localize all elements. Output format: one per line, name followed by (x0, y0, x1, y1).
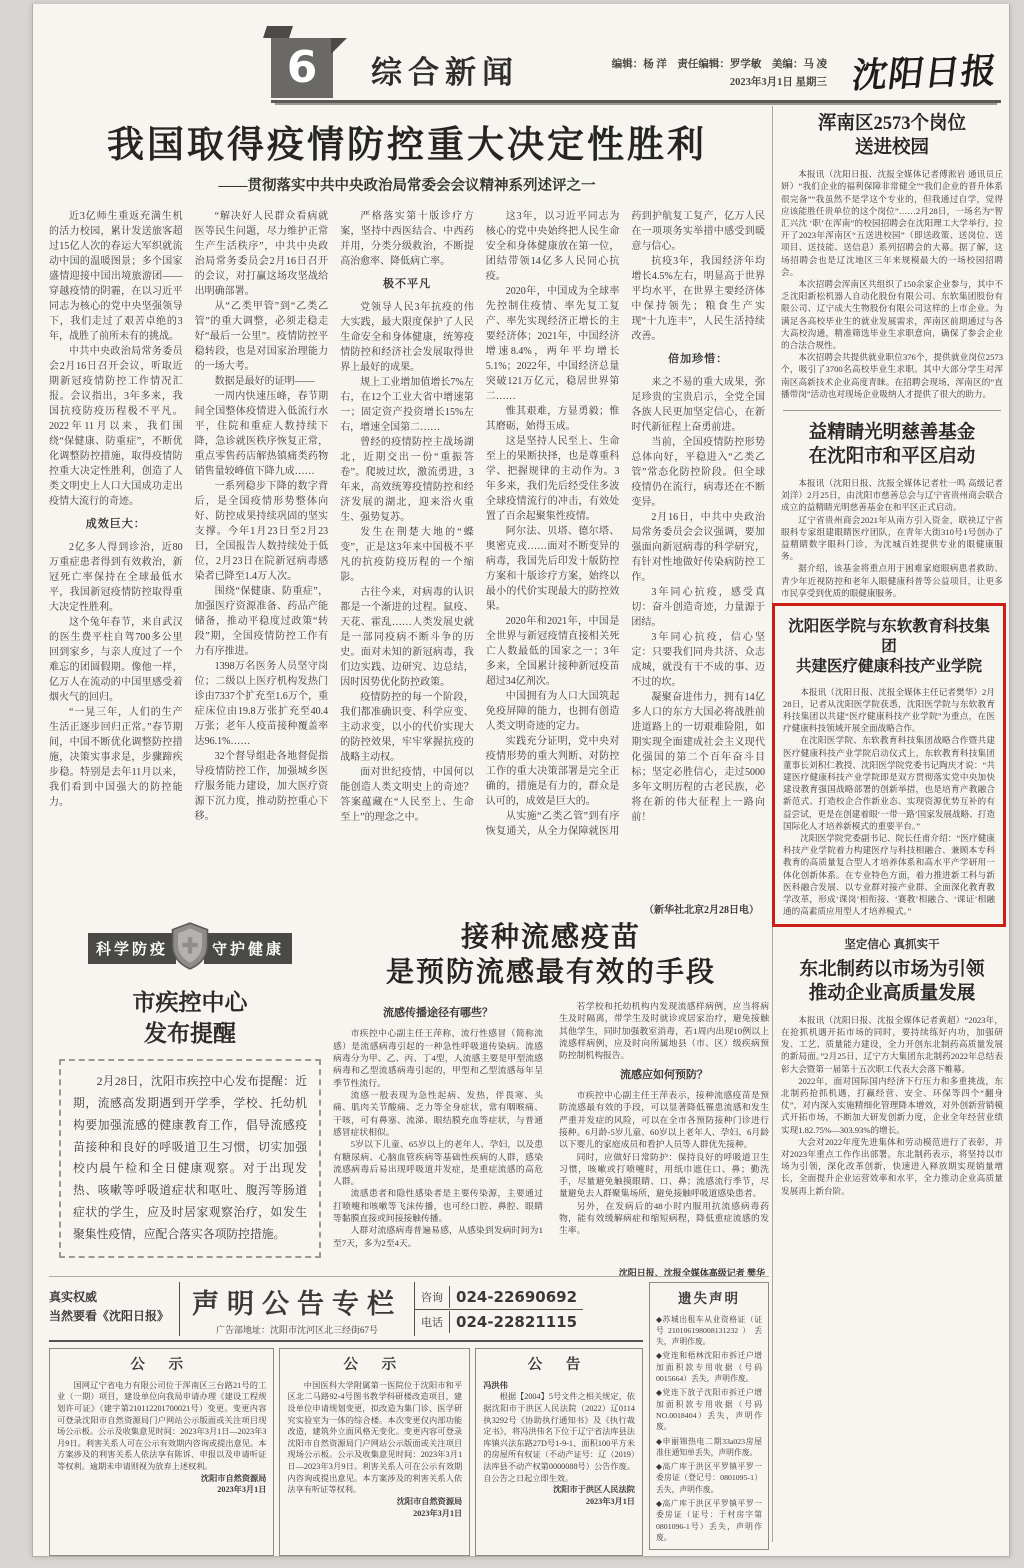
paragraph: 来之不易的重大成果，弥足珍贵的宝贵启示，全党全国各族人民更加坚定信心，在新时代新征程上奋勇前进。 (631, 376, 765, 433)
paragraph: 1398万名医务人员坚守岗位；二级以上医疗机构发热门诊由7337个扩充至1.6万个，重症床位由19.8万张扩充至40.4万张；老年人疫苗接种覆盖率达96.1%…… (194, 661, 329, 747)
lost-notice-box (649, 1282, 769, 1550)
article-title: 沈阳医学院与东软教育科技集团 共建医疗健康科技产业学院 (788, 618, 990, 676)
paragraph: “一晃三年，人们的生产生活正逐步回归正常。”春节期间，中国不断优化调整防控措施，决策实事求是，步骤蹄疾步稳。特别是去年11月以来，我们看到中国强大的防控能力。 (49, 706, 183, 808)
section-title: 综合新闻 (371, 55, 519, 90)
editors-block (612, 56, 827, 92)
cdc-reminder-body: 2月28日，沈阳市疾控中心发布提醒：近期，流感高发期遇到开学季，学校、托幼机构要加强流感的健康教育工作，倡导流感疫苗接种和良好的呼吸道卫生习惯，切实加强校内晨午检和全日健康观察。对于出现发热、咳嗽等呼吸道症状和呕吐、腹泻等肠道症状的学生，应及时居家观察治疗，如发生聚集性疫情，应配合落实各项防控措施。 (73, 1074, 307, 1241)
phone-number: 024-22821115 (456, 1312, 578, 1331)
paragraph: 流感患者和隐性感染者是主要传染源，主要通过打喷嚏和咳嗽等飞沫传播，也可经口腔、鼻腔、眼睛等黏膜直接或间接接触传播。 (333, 1188, 543, 1224)
paragraph: 2023年3月1日 (413, 1508, 463, 1518)
paragraph: 党领导人民3年抗疫的伟大实践，最大限度保护了人民生命安全和身体健康，统筹疫情防控和经济社会发展取得世界上最好的成果。 (340, 301, 474, 373)
article-title: 浑南区2573个岗位 送进校园 (817, 114, 966, 159)
notice-left (49, 1282, 643, 1556)
paragraph: 流感应如何预防？ (620, 1068, 708, 1081)
flu-article-columns (333, 1000, 769, 1262)
notice-box-title: 公 示 (130, 1357, 194, 1373)
paragraph: 疫情防控的每一个阶段，我们都准确识变、科学应变、主动求变，以小的代价实现大的防控效果，牢牢掌握抗疫的战略主动权。 (340, 691, 474, 763)
notice-box-title: 公 示 (343, 1357, 407, 1373)
newspaper-page (32, 4, 1010, 1557)
paragraph: 冯洪伟 (483, 1380, 508, 1390)
notice-box-gongshi-1 (49, 1348, 274, 1556)
paragraph: 沈阳医学院党委副书记、院长任甫介绍：“医疗健康科技产业学院着力构建医疗与科技相融合、兼顾本专科教育的高质量复合型人才培养体系和高水平产学研用一体化创新体系。在专业特色方面，着力推进新工科与新医科融合发展、以专业群对接产业群、全面深化教育教学改革，形成‘课岗’相衔接、‘赛教’相融合、‘课证’相融通的高素质应用型人才培养模式。” (783, 832, 995, 917)
notice-box-gongshi-2 (279, 1348, 470, 1556)
article-body (783, 686, 995, 918)
notice-boxes (49, 1348, 643, 1556)
shield-icon (168, 922, 212, 975)
paragraph: 市疾控中心副主任王萍称，流行性感冒（简称流感）是流感病毒引起的一种急性呼吸道传染病。流感病毒分为甲、乙、丙、丁4型，人流感主要是甲型流感病毒和乙型流感病毒引起的，甲型和乙型流感每年呈季节性流行。 (333, 1028, 543, 1088)
article-kicker: 坚定信心 真抓实干 (844, 939, 940, 952)
paragraph: 当前，全国疫情防控形势总体向好，平稳进入“乙类乙管”常态化防控阶段。但全球疫情仍在流行，病毒还在不断变异。 (631, 436, 765, 508)
paragraph: 本报讯（沈阳日报、沈报全媒体记者黄超）“2023年，在抢抓机遇开拓市场的同时，要持续练好内功，加强研发、工艺、质量能力建设，全力开创东北制药高质量发展的新局面。”2月25日，辽宁方大集团东北制药2022年总结表彰大会暨第一届第十五次职工代表大会落下帷幕。 (781, 1014, 1003, 1074)
paragraph: 流感一般表现为急性起病、发热，伴畏寒、头痛、肌肉关节酸痛、乏力等全身症状，常有咽喉痛、干咳，可有鼻塞、流涕、眼结膜充血等症状，与普通感冒症状相似。 (333, 1089, 543, 1137)
paragraph: 这个兔年春节，来自武汉的医生费平柱自驾700多公里回到家乡，与亲人度过了一个难忘的团圆假期。像他一样，亿万人在流动的中国里感受着烟火气的回归。 (49, 616, 183, 703)
notice-section (49, 1276, 769, 1556)
paragraph: 本报讯（沈阳日报、沈报全媒体记者杜一鸣 高级记者刘洋）2月25日，由沈阳市慈善总会与辽宁省贵州商会联合成立的益精睛光明慈善基金在和平区正式启动。 (781, 478, 1003, 513)
paragraph: 从“乙类甲管”到“乙类乙管”的重大调整，必须走稳走好“最后一公里”。疫情防控平稳转段，也是对国家治理能力的一场大考。 (194, 301, 329, 372)
paragraph: 倍加珍惜： (668, 353, 729, 365)
notice-box-title: 公 告 (527, 1357, 591, 1373)
paragraph: 面对世纪疫情，中国何以能创造人类文明史上的奇迹？答案蕴藏在“人民至上、生命至上”的理念之中。 (340, 766, 474, 823)
paragraph: 惟其艰难，方显勇毅；惟其磨砺，始得玉成。 (485, 406, 620, 432)
paragraph: 中国医科大学附属第一医院位于沈阳市和平区北二马路92-4号图书教学科研楼改造项目，建设单位申请规划变更，拟改造为集门诊、医学研究实验室为一体的综合楼。本次变更仅内部功能改造，建筑外立面风格无变化。变更内容可登录沈阳市自然资源局门户网站公示版面或关注项目现场公示板。公示及收集意见时间：2023年3月1日—2023年3月9日。利害关系人可在公示有效期内咨询或提出意见。本方案涉及的利害关系人依法享有听证等权利。 (287, 1380, 463, 1495)
paragraph: 2020年，中国成为全球率先控制住疫情、率先复工复产、率先实现经济正增长的主要经济体；2021年，中国经济增速8.4%，两年平均增长5.1%；2022年，中国经济总量突破121万亿元，稳居世界第二…… (485, 286, 620, 402)
paragraph: 5岁以下儿童、65岁以上的老年人、孕妇，以及患有糖尿病、心脑血管疾病等基础性疾病的人群，感染流感病毒后易出现呼吸道并发症，是重症流感的高危人群。 (333, 1139, 543, 1187)
paragraph: 极不平凡 (382, 278, 431, 290)
phone-row (415, 1285, 583, 1310)
featured-article-medical-college (772, 603, 1006, 927)
paragraph: 中国拥有为人口大国筑起免疫屏障的能力，也拥有创造人类文明奇迹的定力。 (485, 691, 620, 732)
paragraph: 沈阳市自然资源局 (396, 1496, 463, 1506)
page-number-box (271, 38, 333, 98)
paragraph: 同时，应做好日常防护：保持良好的呼吸道卫生习惯，咳嗽或打喷嚏时，用纸巾遮住口、鼻；勤洗手，尽量避免触摸眼睛、口、鼻；流感流行季节，尽量避免去人群聚集场所，避免接触呼吸道感染患者。 (559, 1151, 769, 1199)
notice-box-gonggao (475, 1348, 643, 1556)
paragraph: 中共中央政治局常务委员会2月16日召开会议，听取近期新冠疫情防控工作情况汇报。会议指出，3年多来，我国抗疫防疫历程极不平凡。2022年11月以来，我们围绕“保健康、防重症”，不断优化调整防控措施，取得疫情防控重大决定性胜利，创造了人类文明史上人口大国成功走出疫情大流行的奇迹。 (49, 346, 183, 507)
main-headline: 我国取得疫情防控重大决定性胜利 (107, 125, 707, 166)
lost-item: ◆申丽锦热电二期33a023房屋准住通知单丢失，声明作废。 (656, 1436, 762, 1457)
masthead: 沈阳日报 (849, 51, 1000, 96)
editors-line: 编辑：杨 洋 责任编辑：罗学敏 美编：马 凌 (611, 59, 827, 71)
right-column (781, 108, 1003, 1197)
phone-block (414, 1282, 583, 1336)
paragraph: 成效巨大： (85, 518, 146, 530)
phone-label: 电话 (415, 1311, 450, 1333)
paragraph: 国网辽宁省电力有限公司位于浑南区三台路21号的工业（一期）项目，建设单位向我局申请办理《建设工程规划许可证》（建字第210112201700021号）变更。变更内容可登录沈阳市自然资源局门户网站公示版面或关注项目现场公示板。公示及收集意见时间：2023年3月1日—2023年3月9日。利害关系人可在公示有效期内咨询或提出意见。本方案涉及的利害关系人依法享有陈诉、申报以及申请听证等权利。逾期未申请则视为放弃上述权利。 (57, 1380, 267, 1472)
main-dateline: （新华社北京2月28日电） (644, 905, 759, 916)
lost-item: ◆高广库于洪区平罗镇平罗一委房证（登记号：0801095-1）丢失，声明作废。 (656, 1462, 762, 1494)
paragraph: 2亿多人得到诊治，近80万重症患者得到有效救治，新冠死亡率保持在全球最低水平，我国新冠疫情防控取得重大决定性胜利。 (49, 541, 183, 613)
badge-right-label: 守护健康 (204, 933, 292, 964)
phone-number: 024-22690692 (456, 1287, 578, 1306)
paragraph: 阿尔法、贝塔、德尔塔、奥密克戎……面对不断变异的病毒，我国先后印发十版防控方案和十版诊疗方案，始终以最小的代价实现最大的防控效果。 (485, 526, 620, 612)
main-subtitle: ——贯彻落实中共中央政治局常委会会议精神系列述评之一 (218, 178, 596, 194)
phone-label: 咨询 (415, 1286, 450, 1308)
article-title: 益精睛光明慈善基金 在沈阳市和平区启动 (808, 422, 976, 467)
badge-left-label: 科学防疫 (88, 933, 176, 964)
paragraph: 从实施“乙类乙管”到有序恢复通关，从全力保障就医用药到护航复工复产，亿万人民在一项项务实举措中感受到暖意与信心。 (485, 211, 765, 837)
paragraph: 本报讯（沈阳日报、沈报全媒体记者傅淞岩 通讯员丘妍）“我们企业的福利保障非常健全”“我们企业的晋升体系很完备”“我虽然不是学这个专业的，但我通过自学，觉得应该能胜任贵单位的这个岗位”……2月28日，一场名为“智汇兴沈 ‘职’在浑南”的校园招聘会在沈阳理工大学举行，拉开了2023年浑南区“五送进校园”（即送政策、送岗位、送项目、送技能、送信息）系列招聘会的大幕。据了解，这场招聘会也是辽沈地区三年来规模最大的一场校园招聘会。 (781, 169, 1003, 277)
paragraph: 凝聚奋进伟力，拥有14亿多人口的东方大国必将战胜前进道路上的一切艰难险阻，如期实现全面建成社会主义现代化强国的第二个百年奋斗目标；坚定必胜信心，走过5000多年文明历程的古老民族，必将在新的伟大征程上一路向前！ (631, 691, 765, 823)
paragraph: 3年同心抗疫，感受真切：奋斗创造奇迹，力量源于团结。 (631, 586, 765, 628)
paragraph: 这3年，以习近平同志为核心的党中央始终把人民生命安全和身体健康放在第一位，团结带领14亿多人民同心抗疫。 (485, 211, 620, 282)
paragraph: 实践充分证明，党中央对疫情形势的重大判断、对防控工作的重大决策部署是完全正确的，措施是有力的，群众是认可的，成效是巨大的。 (485, 736, 620, 807)
paragraph: 抗疫3年，我国经济年均增长4.5%左右，明显高于世界平均水平，在世界主要经济体中保持领先；粮食生产实现“十九连丰”，人民生活持续改善。 (631, 256, 765, 342)
paragraph: 2023年3月1日 (217, 1485, 267, 1495)
paragraph: 2020年和2021年，中国是全世界与新冠疫情直接相关死亡人数最低的国家之一；3年多来，全国累计接种新冠疫苗超过34亿剂次。 (485, 616, 620, 687)
paragraph: 本次招聘会浑南区共组织了150余家企业参与，其中不乏沈阳新松机器人自动化股份有限公司、东软集团股份有限公司、辽宁成大生物股份有限公司这样的上市企业。为满足各高校毕业生的就业发展需求，浑南区前期通过与各大高校沟通，精准筛选毕业生求职意向，确保了参会企业的合法合规性。 (781, 278, 1003, 350)
lost-item: ◆党连下放子沈阳市拆迁户增加面积款专用收据（号码NO.0018404）丢失，声明作废。 (656, 1388, 762, 1432)
paragraph: 发生在荆楚大地的“蝶变”，正是这3年来中国极不平凡的抗疫防疫历程的一个缩影。 (340, 526, 474, 583)
notice-strip (49, 1282, 643, 1342)
paragraph: 规上工业增加值增长7%左右，在12个工业大省中增速第一；固定资产投资增长15%左右，增速全国第二…… (340, 376, 474, 433)
paragraph: “解决好人民群众看病就医等民生问题，尽力维护正常生产生活秩序”，中共中央政治局常务委员会2月16日召开的会议，对打赢这场攻坚战给出明确部署。 (194, 211, 329, 297)
notice-address: 广告部地址：沈阳市沈河区北三经街67号 (216, 1325, 379, 1335)
notice-column-title: 声明公告专栏 (192, 1289, 403, 1319)
paragraph: 围绕“保健康、防重症”，加强医疗资源准备、药品产能储备，推动平稳度过政策“转段”期，全国疫情防控工作有力有序推进。 (194, 586, 329, 657)
article-body (781, 1014, 1003, 1197)
cdc-reminder-box (59, 1059, 321, 1258)
paragraph: 一周内快速压峰，春节期间全国整体疫情进入低流行水平，住院和重症人数持续下降，急诊就医秩序恢复正常，重点零售药店解热镇痛类药物销售量较峰值下降九成…… (194, 391, 329, 477)
lost-notice-title: 遗失声明 (678, 1291, 740, 1306)
paragraph: 辽宁省贵州商会2021年从南方引入资金，联袂辽宁省眼科专家组建眼睛医疗团队，在青年大街310号1号创办了益精睛数字眼科门诊，为沈城百姓提供专业的眼健康服务。 (781, 514, 1003, 562)
article-charity-fund (781, 421, 1003, 599)
paragraph: 流感传播途径有哪些？ (383, 1007, 493, 1019)
paper-slogan: 真实权威 当然要看《沈阳日报》 (49, 1282, 180, 1336)
paragraph: 市疾控中心副主任王萍表示，接种流感疫苗是预防流感最有效的手段，可以显著降低罹患流感和发生严重并发症的风险，可以在全市各预防接种门诊进行接种。6月龄-5岁儿童、60岁以上老年人、孕妇、6月龄以下婴儿的家庭成员和看护人员等人群优先接种。 (559, 1089, 769, 1150)
page-number-fold-icon (331, 38, 347, 54)
main-article-columns (49, 209, 765, 899)
article-divider (783, 410, 1001, 411)
paragraph: 若学校和托幼机构内发现流感样病例，应当将病生及时隔离，带学生及时就诊或居家治疗，避免接触其他学生，同时加强教室消毒，若1周内出现10例以上流感样病例，应及时向所属地县（市、区）级疾病预防控制机构报告。 (559, 1001, 769, 1061)
epidemic-prevention-block (59, 922, 321, 1258)
paragraph: 古往今来，对病毒的认识都是一个渐进的过程。鼠疫、天花、霍乱……人类发展史就是一部同疫病不断斗争的历史。面对未知的新冠病毒，我们边实践、边研究、边总结，因时因势优化防控政策。 (340, 586, 474, 688)
cdc-reminder-title: 市疾控中心 发布提醒 (132, 990, 248, 1047)
paragraph: 2月16日，中共中央政治局常务委员会会议强调，要加强面向新冠病毒的科学研究，有针对性地做好传染病防控工作。 (631, 511, 765, 583)
lost-item: ◆高广库于洪区平罗镇平罗一委房证（证号：于村房字第0801096-1号）丢失，声明作废。 (656, 1499, 762, 1542)
flu-article-byline: 沈阳日报、沈报全媒体高级记者 樊华 (618, 1268, 765, 1278)
notice-column-head (180, 1282, 414, 1336)
prevention-badge (59, 922, 321, 975)
article-body (781, 168, 1003, 400)
paragraph: 2022年，面对国际国内经济下行压力和多重挑战，东北制药抢抓机遇，打赢经营、安全、环保等四个“翻身仗”，对内深入实施精细化管理降本增效，对外创新营销模式开拓市场，不断加大研发创新力度，企业全年经营业绩实现1.82.75%—303.93%的增长。 (781, 1075, 1003, 1135)
flu-article-title: 接种流感疫苗 是预防流感最有效的手段 (385, 922, 716, 988)
page-header (271, 32, 1001, 103)
phone-row (415, 1310, 583, 1334)
paragraph: 大会对2022年度先进集体和劳动模范进行了表彰，并对2023年重点工作作出部署。东北制药表示，将坚持以市场为引领，深化改革创新，快速进入释放期实现销量增长，全面提升企业运营效率和水平，全力推动企业高质量发展再上新台阶。 (781, 1136, 1003, 1196)
paragraph: 根据【2004】5号文件之相关规定，依据沈阳市于洪区人民法院（2022）辽0114执3292号《协助执行通知书》及《执行裁定书》，将冯洪伟名下位于辽宁省法库县法库镇兴法东路27D号1-9-1、面积100平方米的房屋所有权证（不动产证号：辽（2019）法库县不动产权第0000088号）公告作废。自公告之日起立即生效。 (483, 1392, 635, 1483)
paragraph: 沈阳市于洪区人民法院 (553, 1485, 635, 1495)
lost-item: ◆党连和梧林沈阳市拆迁户增加面积款专用收据（号码0015664）丢失，声明作废。 (656, 1351, 762, 1384)
page-number: 6 (286, 42, 318, 93)
article-hunnan (781, 112, 1003, 400)
flu-vaccine-article (333, 920, 769, 1279)
lost-item: ◆苏城出租车从业资格证（证号210106198008131232）丢失，声明作废。 (656, 1314, 762, 1347)
paragraph: 沈阳市自然资源局 (200, 1473, 267, 1483)
paragraph: 这是坚持人民至上、生命至上的果断抉择，也是尊重科学、把握规律的主动作为。3年多来，我们先后经受住多波全球疫情流行的冲击，有效处置了百余起聚集性疫情。 (485, 436, 620, 522)
article-pharma (781, 937, 1003, 1196)
paragraph: 数据是最好的证明—— (214, 376, 315, 387)
paragraph: 3年同心抗疫，信心坚定：只要我们同舟共济、众志成城，就没有干不成的事、迈不过的坎。 (631, 631, 765, 688)
date-line: 2023年3月1日 星期三 (729, 77, 827, 89)
paragraph: 一系列稳步下降的数字背后，是全国疫情形势整体向好、防控成果持续巩固的坚实支撑。今年1月23日至2月23日，全国报告人数持续处于低位，2月23日在院新冠病毒感染者已降至1.4万人次。 (194, 481, 329, 582)
paragraph: 据介绍，该基金将重点用于困难家庭眼病患者救助、青少年近视防控和老年人眼健康科普等公益项目，让更多市民享受到优质的眼健康服务。 (781, 563, 1003, 598)
main-article (49, 110, 765, 916)
paragraph: 人群对流感病毒普遍易感，从感染到发病时间为1至7天，多为2至4天。 (333, 1225, 543, 1248)
paragraph: 严格落实第十版诊疗方案，坚持中西医结合、中西药并用，分类分级救治，不断提高治愈率、降低病亡率。 (340, 211, 474, 267)
paragraph: 在沈阳医学院、东软教育科技集团战略合作暨共建医疗健康科技产业学院启动仪式上，东软教育科技集团董事长刘积仁教授、沈阳医学院党委书记陶庆才说：“共建医疗健康科技产业学院即是双方贯彻落实党中央加快建设教育强国战略部署的创新举措，也是培育产教融合新范式、打造校企合作新业态、实现资源优势互补的有益尝试，更是在创建着眼‘一带一路’国家发展战略、打造国际化人才培养新模式的重要平台。” (783, 735, 995, 831)
paragraph: 2023年3月1日 (585, 1496, 635, 1506)
paragraph: 本报讯（沈阳日报、沈报全媒体主任记者樊华）2月28日，记者从沈阳医学院获悉，沈阳医学院与东软教育科技集团以共建“医疗健康科技产业学院”为重点，在医疗健康科技领域开展全面战略合作。 (783, 686, 995, 734)
paragraph: 本次招聘会共提供就业职位376个，提供就业岗位2573个，吸引了3700名高校毕业生求职。其中大部分学生对浑南区高新技术企业高度青睐。在招聘会现场，浑南区的“直播带岗”活动也对现场企业吸纳人才提供了很大的助力。 (781, 352, 1003, 399)
article-body (781, 477, 1003, 599)
paragraph: 另外，在发病后的48小时内服用抗流感病毒药物，能有效缓解病症和缩短病程，降低重症流感的发生率。 (559, 1200, 769, 1236)
paragraph: 32个督导组赴各地督促指导疫情防控工作，加强城乡医疗服务能力建设，加大医疗资源下沉力度，推动防控重心下移。 (194, 751, 329, 822)
article-title: 东北制药以市场为引领 推动企业高质量发展 (799, 959, 985, 1004)
page-number-tab-icon (263, 26, 293, 38)
paragraph: 近3亿师生重返充满生机的活力校园，累计发送旅客超过15亿人次的春运大军织就流动中国的温暖图景；多个国家盛情迎接中国出境旅游团——穿越疫情的阴霾，在以习近平同志为核心的党中央坚强领导下，我们走过了艰苦卓绝的3年，战胜了前所未有的挑战。 (49, 211, 183, 342)
paragraph: 曾经的疫情防控主战场湖北，近期交出一份“重振答卷”。爬坡过坎，激流勇进，3年来，高效统筹疫情防控和经济发展的湖北，迎来浴火重生、强势复苏。 (340, 436, 474, 523)
